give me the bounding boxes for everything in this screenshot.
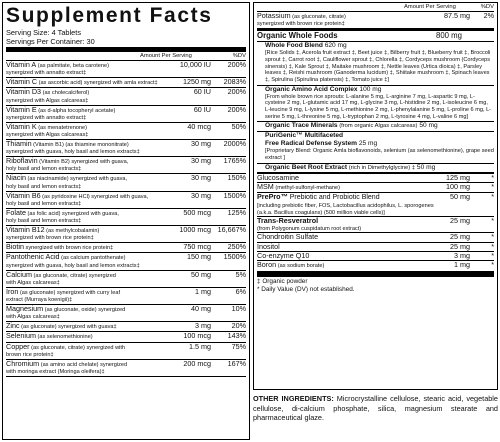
nutrient-name xyxy=(6,322,160,331)
amino-acid-complex xyxy=(257,86,494,123)
nutrient-label: Copper xyxy=(6,341,30,351)
nutrient-dv: 150% xyxy=(227,173,246,183)
beet-root-line xyxy=(265,164,494,172)
resveratrol-name xyxy=(257,217,436,232)
nutrient-label: Vitamin B12 xyxy=(6,225,45,235)
nutrient-dv: 200% xyxy=(227,104,246,114)
nutrient-amount: 10,000 IU xyxy=(179,60,211,69)
nutrient-row xyxy=(6,192,246,209)
nutrient-label: Inositol xyxy=(257,241,280,251)
nutrient-dv: 1500% xyxy=(223,190,246,200)
purigenic-label: PuriGenic™ Multifaceted xyxy=(265,132,344,140)
nutrient-label: Riboflavin xyxy=(6,156,38,166)
potassium-form: (as gluconate, citrate) xyxy=(290,14,346,20)
prepro-row xyxy=(257,193,494,217)
nutrient-note: extract (Murraya koenigii)‡ xyxy=(6,297,73,304)
nutrient-name xyxy=(6,343,160,359)
nutrient-form: (as gluconate, oxide) synergized xyxy=(43,307,126,314)
nutrient-row xyxy=(6,106,246,123)
nutrient-form: (Vitamin B2) synergized with guava, xyxy=(37,159,129,166)
nutrient-note: with Algas calcareas‡ xyxy=(6,279,60,286)
supplement-facts-left-panel xyxy=(2,2,250,440)
organic-whole-foods-header xyxy=(257,31,494,42)
nutrient-dv: 20% xyxy=(231,321,246,331)
nutrient-form: (as cholecalciferol) xyxy=(41,90,90,97)
nutrient-form: (as sodium borate) xyxy=(276,263,325,270)
nutrient-amount: 30 mg xyxy=(191,156,211,166)
nutrient-form: (as amino acid chelate) synergized xyxy=(39,361,128,368)
nutrient-name xyxy=(6,192,160,208)
nutrient-amount: 50 mg xyxy=(191,269,211,279)
organic-foods-label: Organic Whole Foods xyxy=(257,31,338,41)
prepro-dv: * xyxy=(491,192,494,202)
nutrient-name xyxy=(257,174,436,182)
nutrient-label: Biotin xyxy=(6,242,24,252)
amino-acid-label: Organic Amino Acid Complex xyxy=(265,85,358,93)
nutrient-note: synergized with brown rice protein‡ xyxy=(6,235,94,242)
nutrient-row xyxy=(6,88,246,105)
nutrient-amount: 1 mg xyxy=(195,286,211,296)
nutrient-dv: 2083% xyxy=(223,77,246,87)
prepro-desc: Prebiotic and Probiotic Blend xyxy=(287,194,380,202)
other-ingredients-text: Microcrystalline cellulose, stearic acid, vegetable cellulose, di-calcium phosphate, silica, magnesium stearate and pharmaceutical glaze. xyxy=(253,394,498,423)
trace-minerals-amount: 50 mg xyxy=(419,122,438,130)
nutrient-form: (as folic acid) synergized with guava, xyxy=(25,210,119,217)
nutrient-form: (as niacinamide) synergized with guava, xyxy=(25,176,128,183)
nutrient-name xyxy=(6,61,160,77)
nutrient-amount: 25 mg xyxy=(450,232,470,242)
whole-food-blend-ingredients: [Rice Solids ‡, Acerola fruit extract ‡, Beet juice ‡, Bilberry fruit ‡, Blueberry fruit ‡, Broccoli sprout ‡, Carrot root ‡, Cauliflower sprout ‡, Chlorella ‡, Cordyceps mushroom (Cordyceps sinensis) ‡, Kale Sprout ‡, Maitake mushroom ‡, Nettle leaves (Urtica dioica) ‡, Parsley leaves ‡, Reishi mushroom (Ganoderma lucidum) ‡, Shiitake mushroom ‡, Spinach leaves ‡, Spirulina (Spirulina platensis) ‡, Tomato juice ‡] xyxy=(265,50,491,83)
nutrient-label: Vitamin K xyxy=(6,121,37,131)
dv-footnote: * Daily Value (DV) not established. xyxy=(257,285,355,293)
nutrient-row xyxy=(6,123,246,140)
free-radical-ingredients: [Proprietary Blend: Organic Amla bioflavonoids, selenium (as selenomethionine), grape seed extract ] xyxy=(265,148,494,162)
trace-minerals xyxy=(257,122,494,132)
amino-acid-header xyxy=(265,86,494,94)
nutrient-note: holy basil and lemon extracts‡ xyxy=(6,218,82,225)
potassium-note: synergized with brown rice protein‡ xyxy=(257,21,345,28)
nutrient-label: Niacin xyxy=(6,173,26,183)
free-radical-amount: 25 mg xyxy=(358,140,378,148)
dv-header-right: %DV xyxy=(480,4,494,10)
nutrient-label: Vitamin A xyxy=(6,60,37,69)
nutrient-amount: 25 mg xyxy=(450,241,470,251)
footnotes xyxy=(257,277,494,294)
resveratrol-note: (from Polygonum cuspidatum root extract) xyxy=(257,225,362,232)
nutrient-dv: 200% xyxy=(227,60,246,69)
nutrient-dv: 16,667% xyxy=(217,225,246,235)
nutrient-form: (as selenomethionine) xyxy=(35,334,93,341)
nutrient-name xyxy=(6,106,160,122)
nutrient-name xyxy=(6,226,160,242)
nutrient-note: synergized with guava, holy basil and lemon extracts‡ xyxy=(6,262,140,269)
nutrient-row xyxy=(6,271,246,288)
nutrient-label: Vitamin D3 xyxy=(6,87,42,97)
amount-per-serving-header: Amount Per Serving xyxy=(140,53,192,59)
nutrient-row xyxy=(6,253,246,270)
nutrient-name xyxy=(6,123,160,139)
other-ingredients-label: OTHER INGREDIENTS: xyxy=(253,394,334,403)
nutrient-label: Selenium xyxy=(6,331,36,341)
nutrient-name xyxy=(6,243,160,252)
whole-food-blend xyxy=(257,42,494,86)
nutrient-row xyxy=(6,209,246,226)
nutrient-dv: 50% xyxy=(231,121,246,131)
nutrient-row xyxy=(6,157,246,174)
other-ingredients xyxy=(253,394,498,423)
nutrient-dv: 250% xyxy=(227,242,246,252)
nutrient-form: (as gluconate, citrate) synergized with xyxy=(29,344,126,351)
nutrient-amount: 30 mg xyxy=(191,190,211,200)
nutrient-name xyxy=(6,360,160,376)
nutrient-dv: * xyxy=(491,182,494,192)
nutrient-form: (as gluconate) synergized with guava‡ xyxy=(19,324,117,331)
nutrient-form: (as ascorbic acid) synergized with amla extract‡ xyxy=(37,80,158,87)
nutrient-note: holy basil and lemon extracts‡ xyxy=(6,183,82,190)
resveratrol-amount: 25 mg xyxy=(450,216,470,226)
nutrient-name xyxy=(6,140,160,156)
nutrient-name xyxy=(6,209,160,225)
nutrient-form: (as gluconate) synergized with curry leaf xyxy=(18,289,121,296)
whole-food-blend-header xyxy=(265,42,494,50)
trace-minerals-label: Organic Trace Minerals xyxy=(265,122,338,130)
nutrient-dv: * xyxy=(491,232,494,242)
trace-minerals-source: (from organic Algas calcareas) xyxy=(337,123,418,130)
nutrient-dv: 200% xyxy=(227,87,246,97)
trace-minerals-line xyxy=(265,122,494,130)
free-radical-header xyxy=(265,140,494,148)
nutrient-name xyxy=(6,157,160,173)
nutrient-dv: * xyxy=(491,260,494,270)
nutrient-label: Pantothenic Acid xyxy=(6,252,60,262)
nutrient-name xyxy=(257,261,436,270)
nutrient-amount: 100 mcg xyxy=(183,331,211,341)
nutrient-label: Vitamin B6 xyxy=(6,190,41,200)
resveratrol-dv: * xyxy=(491,216,494,226)
nutrient-amount: 30 mg xyxy=(191,139,211,149)
nutrient-label: Folate xyxy=(6,207,26,217)
prepro-note: [including prebiotic fiber, FOS, Lactobacillus acidophilus, L. sporogenes (a.k.a. Bacillus coagulans) (500 million viable cells)] xyxy=(257,202,434,216)
nutrient-amount: 500 mcg xyxy=(183,207,211,217)
nutrient-note: with Algas calcareas‡ xyxy=(6,314,60,321)
beet-root-amount: 50 mg xyxy=(416,163,436,171)
beet-root-label: Organic Beet Root Extract xyxy=(265,163,348,171)
nutrient-list xyxy=(6,61,246,377)
nutrient-dv: 125% xyxy=(227,207,246,217)
nutrient-amount: 1000 mcg xyxy=(179,225,211,235)
nutrient-form: (as d-alpha tocopheryl acetate) xyxy=(36,107,116,114)
nutrient-label: Co-enzyme Q10 xyxy=(257,251,310,260)
potassium-label: Potassium xyxy=(257,11,291,20)
serving-size: Serving Size: 4 Tablets xyxy=(6,28,82,37)
nutrient-label: Magnesium xyxy=(6,304,44,314)
organic-foods-amount: 800 mg xyxy=(436,31,463,41)
nutrient-amount: 200 mcg xyxy=(183,358,211,368)
nutrient-dv: 6% xyxy=(235,286,246,296)
nutrient-dv: 1765% xyxy=(223,156,246,166)
amino-acid-amount: 100 mg xyxy=(359,85,382,93)
nutrient-note: holy basil and lemon extracts‡ xyxy=(6,166,82,173)
nutrient-name xyxy=(6,305,160,321)
nutrient-label: Calcium xyxy=(6,269,32,279)
nutrient-amount: 1250 mg xyxy=(183,77,211,87)
nutrient-row xyxy=(6,226,246,243)
nutrient-row xyxy=(6,288,246,305)
nutrient-label: Vitamin E xyxy=(6,104,37,114)
organic-footnote: ‡ Organic powder xyxy=(257,277,308,285)
prepro-label: PrePro™ xyxy=(257,192,288,202)
nutrient-name xyxy=(257,233,436,241)
nutrient-form: synergized with brown rice protein‡ xyxy=(23,245,114,252)
nutrient-amount: 125 mg xyxy=(446,172,470,182)
nutrient-form: (as methylcobalamin) xyxy=(44,228,100,235)
panel-title: Supplement Facts xyxy=(6,4,213,27)
nutrient-dv: 75% xyxy=(231,341,246,351)
nutrient-form: (Vitamin B1) (as thiamine mononitrate) xyxy=(31,142,129,149)
nutrient-dv: 167% xyxy=(227,358,246,368)
nutrient-dv: 5% xyxy=(235,269,246,279)
free-radical-label: Free Radical Defense System xyxy=(265,140,357,148)
nutrient-amount: 150 mg xyxy=(187,252,211,262)
right-nutrient-list xyxy=(257,174,494,194)
nutrient-amount: 60 IU xyxy=(193,104,211,114)
nutrient-label: Glucosamine xyxy=(257,172,299,182)
beet-root-note: (rich in Dimethylglycine) ‡ xyxy=(347,164,416,171)
nutrient-label: Chromium xyxy=(6,358,40,368)
nutrient-amount: 30 mg xyxy=(191,173,211,183)
nutrient-note: synergized with Algas calcareas‡ xyxy=(6,132,89,139)
nutrient-form: (as pyridoxine HCl) synergized with guava, xyxy=(40,193,149,200)
nutrient-label: MSM xyxy=(257,182,274,192)
nutrient-dv: 1500% xyxy=(223,252,246,262)
nutrient-label: Iron xyxy=(6,286,19,296)
nutrient-amount: 3 mg xyxy=(195,321,211,331)
nutrient-name xyxy=(257,252,436,260)
nutrient-amount: 1 mg xyxy=(454,260,470,270)
nutrient-name xyxy=(257,12,436,28)
nutrient-name xyxy=(257,183,436,192)
nutrient-name xyxy=(257,243,436,251)
nutrient-row xyxy=(257,261,494,271)
purigenic-block xyxy=(257,132,494,163)
dv-header: %DV xyxy=(232,53,246,59)
nutrient-name xyxy=(6,88,160,104)
nutrient-name xyxy=(6,332,160,341)
nutrient-form: (as palmitate, beta carotene) xyxy=(36,63,109,69)
nutrient-form: (as gluconate, citrate) synergized xyxy=(31,272,116,279)
nutrient-note: brown rice protein‡ xyxy=(6,351,54,358)
nutrient-form: (methyl-sulfonyl-methane) xyxy=(273,185,340,192)
whole-food-blend-label: Whole Food Blend xyxy=(265,42,323,50)
resveratrol-label: Trans-Resveratrol xyxy=(257,216,319,226)
nutrient-name xyxy=(6,174,160,190)
amount-per-serving-header-right: Amount Per Serving xyxy=(404,4,456,10)
nutrient-row xyxy=(6,174,246,191)
nutrient-form: (as menatetrenone) xyxy=(36,124,88,131)
nutrient-note: synergized with Algas calcareas‡ xyxy=(6,97,89,104)
nutrient-amount: 60 IU xyxy=(193,87,211,97)
nutrient-label: Zinc xyxy=(6,321,20,331)
nutrient-label: Thiamin xyxy=(6,139,32,149)
nutrient-amount: 750 mcg xyxy=(183,242,211,252)
nutrient-row xyxy=(6,61,246,78)
nutrient-amount: 40 mg xyxy=(191,304,211,314)
nutrient-dv: 2000% xyxy=(223,139,246,149)
nutrient-row xyxy=(6,360,246,377)
nutrient-row xyxy=(6,140,246,157)
nutrient-dv: * xyxy=(491,241,494,251)
nutrient-name xyxy=(6,288,160,304)
potassium-dv: 2% xyxy=(483,11,494,20)
nutrient-note: synergized with annatto extract‡ xyxy=(6,70,87,77)
supplement-facts-right-panel xyxy=(253,2,498,390)
nutrient-note: with moringa extract (Moringa oleifera)‡ xyxy=(6,369,105,376)
potassium-amount: 87.5 mg xyxy=(444,11,470,20)
nutrient-label: Vitamin C xyxy=(6,77,38,87)
nutrient-note: holy basil and lemon extracts‡ xyxy=(6,200,82,207)
nutrient-amount: 3 mg xyxy=(454,251,470,260)
nutrient-dv: 10% xyxy=(231,304,246,314)
nutrient-name xyxy=(6,271,160,287)
nutrient-label: Chondroitin Sulfate xyxy=(257,232,319,242)
nutrient-form: (as calcium pantothenate) xyxy=(59,255,126,262)
nutrient-note: synergized with annatto extract‡ xyxy=(6,114,87,121)
nutrient-amount: 1.5 mg xyxy=(189,341,211,351)
nutrient-label: Boron xyxy=(257,260,277,270)
nutrient-dv: * xyxy=(491,251,494,260)
resveratrol-row xyxy=(257,217,494,233)
nutrient-dv: 143% xyxy=(227,331,246,341)
nutrient-row xyxy=(6,343,246,360)
nutrient-amount: 100 mg xyxy=(446,182,470,192)
servings-per-container: Servings Per Container: 30 xyxy=(6,37,95,46)
nutrient-dv: * xyxy=(491,172,494,182)
amino-acid-ingredients: [From whole brown rice sprouts: L-alanine 5 mg, L-arginine 7 mg, L-aspartic 9 mg, L-cysteine 2 mg, L-glutamic acid 17 mg, L-glycine 3 mg, L-histidine 2 mg, L-isoleucine 6 mg, L-leucine 9 mg, L-lysine 5 mg, L-methionine 2 mg, L-phenylalanine 5 mg, L-proline 6 mg, L-serine 5 mg, L-threonine 5 mg, L-tryptophan 2 mg, L-tyrosine 4 mg, L-valine 6 mg] xyxy=(265,93,492,120)
nutrient-name xyxy=(6,78,160,87)
potassium-row xyxy=(257,12,494,29)
whole-food-blend-amount: 620 mg xyxy=(324,42,347,50)
prepro-name xyxy=(257,193,436,216)
nutrient-name xyxy=(6,253,160,269)
nutrient-amount: 40 mcg xyxy=(187,121,211,131)
prepro-amount: 50 mg xyxy=(450,192,470,202)
right-nutrient-list-2 xyxy=(257,233,494,271)
nutrient-row xyxy=(6,305,246,322)
nutrient-note: synergized with guava, holy basil and lemon extracts‡ xyxy=(6,149,140,156)
